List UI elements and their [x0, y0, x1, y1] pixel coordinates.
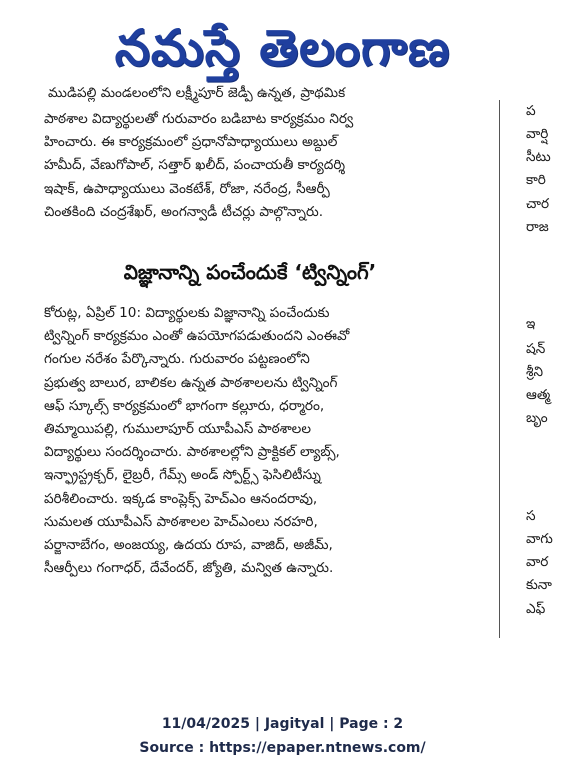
right-column-line: వాగు	[526, 531, 553, 547]
cut-off-text: ముడిపల్లి మండలంలోని లక్ష్మీపూర్ జెడ్పీ ఉన్నత, ప్రాథమిక	[48, 85, 346, 101]
article2-line: ఆఫ్ స్కూల్స్ కార్యక్రమంలో భాగంగా కల్లూరు, ధర్మారం,	[44, 397, 325, 414]
article2-line: ప్రభుత్వ బాలుర, బాలికల ఉన్నత పాఠశాలలను ట్విన్నింగ్	[44, 374, 338, 391]
article2-line: సీఆర్పీలు గంగాధర్, దేవేందర్, జ్యోతి, మన్విత ఉన్నారు.	[44, 560, 334, 577]
article1-line: చింతకింది చంద్రశేఖర్, అంగన్వాడీ టీచర్లు పాల్గొన్నారు.	[44, 203, 324, 220]
right-column-line: స	[526, 508, 536, 524]
right-column-line: షన్	[526, 341, 546, 357]
right-column-line: ఇ	[526, 316, 536, 332]
right-column-line: చార	[526, 196, 550, 212]
article2-line: కోరుట్ల, ఏప్రిల్ 10: విద్యార్థులకు విజ్ఞానాన్ని పంచేందుకు	[44, 305, 330, 321]
article2-line: గంగుల నరేశం పేర్కొన్నారు. గురువారం పట్టణంలోని	[44, 351, 310, 368]
article2-headline: విజ్ఞానాన్ని పంచేందుకే ‘ట్విన్నింగ్’	[123, 260, 377, 284]
footer-source-link[interactable]: Source : https://epaper.ntnews.com/	[139, 740, 426, 756]
right-column-line: వార	[526, 554, 549, 570]
article2-line: పరిశీలించారు. ఇక్కడ కాంప్లెక్స్ హెచ్ఎం ఆనందరావు,	[44, 490, 318, 507]
column-divider	[499, 100, 500, 638]
right-column-line: బృం	[526, 410, 548, 426]
article1-line: పాఠశాల విద్యార్థులతో గురువారం బడిబాట కార్యక్రమం నిర్వ	[44, 111, 354, 127]
article2-body	[8, 302, 492, 580]
right-column-line: వార్షి	[526, 126, 549, 142]
right-column-line: ప	[526, 103, 536, 119]
article1-body	[8, 108, 492, 224]
right-column-line: సీటు	[526, 149, 551, 165]
article1-line: ఇషాక్, ఉపాధ్యాయులు వెంకటేశ్, రోజా, నరేంద్ర, సీఆర్పీ	[44, 180, 330, 197]
article1-line: హించారు. ఈ కార్యక్రమంలో ప్రధానోపాధ్యాయులు అబ్దుల్	[44, 134, 338, 151]
right-column-line: రాజ	[526, 219, 549, 235]
article2-line: ట్విన్నింగ్ కార్యక్రమం ఎంతో ఉపయోగపడుతుందని ఎంఈవో	[44, 328, 350, 345]
right-column-line: కునా	[526, 577, 552, 593]
right-column-line: ఎఫ్	[526, 601, 546, 617]
right-column-line: శ్రీని	[526, 364, 544, 380]
article2-line: తిమ్మాయిపల్లి, గుములాపూర్ యూపీఎస్ పాఠశాలల	[44, 421, 311, 438]
right-column-line: కారి	[526, 172, 546, 188]
footer-date-edition: 11/04/2025 | Jagityal | Page : 2	[161, 716, 404, 732]
right-column-line: ఆత్మ	[526, 387, 551, 403]
cut-off-line	[8, 85, 492, 107]
newspaper-masthead	[0, 0, 565, 95]
article1-line: హమీద్, వేణుగోపాల్, సత్తార్ ఖలీద్, పంచాయతీ కార్యదర్శి	[44, 157, 346, 174]
right-column-fragment	[526, 95, 565, 638]
article2-line: సుమలత యూపీఎస్ పాఠశాలల హెచ్ఎంలు నరహరి,	[44, 513, 318, 530]
article2-line: పర్జానాబేగం, అంజయ్య, ఉదయ రూప, వాజిద్, అజీమ్,	[44, 537, 333, 554]
article2-line: ఇన్ఫ్రాస్ట్రక్చర్, లైబ్రరీ, గేమ్స్ అండ్ స్పోర్ట్స్ ఫెసిలిటీస్ను	[44, 467, 321, 484]
article2-line: విద్యార్థులు సందర్శించారు. పాఠశాలల్లోని ప్రాక్టికల్ ల్యాబ్స్,	[44, 444, 340, 461]
article-clipping	[8, 85, 492, 638]
masthead-title: నమస్తే తెలంగాణ	[114, 18, 451, 77]
